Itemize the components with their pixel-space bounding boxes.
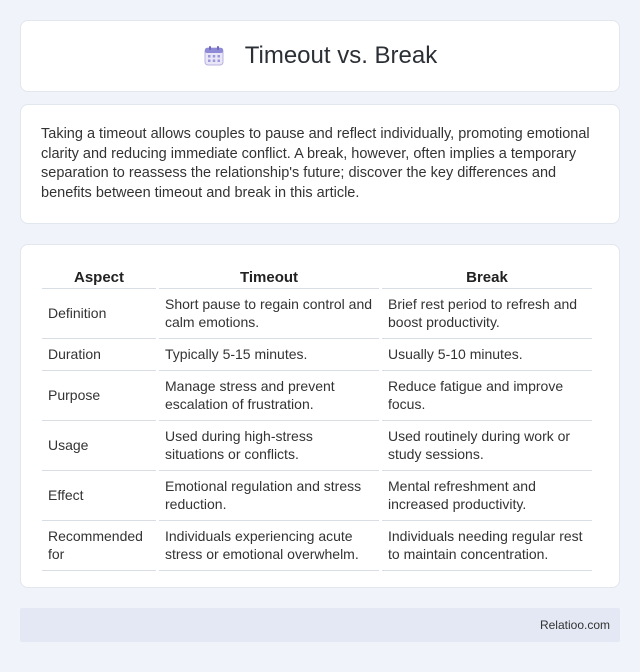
table-row [42,339,592,371]
cell-break: Brief rest period to refresh and boost productivity. [382,289,592,339]
cell-break: Used routinely during work or study sessions. [382,421,592,471]
table-row [42,289,592,339]
cell-break: Individuals needing regular rest to maintain concentration. [382,521,592,571]
cell-timeout: Typically 5-15 minutes. [159,339,379,371]
header-aspect: Aspect [42,265,156,289]
table-header-row [42,265,592,289]
intro-text: Taking a timeout allows couples to pause and reflect individually, promoting emotional clarity and reducing immediate conflict. A break, however, often implies a temporary separation to reassess the relationship's future; discover the key differences and benefits between timeout and break in this article. [41,126,590,201]
table-row [42,421,592,471]
comparison-table-card [20,244,620,588]
cell-aspect: Purpose [42,371,156,421]
cell-break: Usually 5-10 minutes. [382,339,592,371]
cell-timeout: Short pause to regain control and calm emotions. [159,289,379,339]
header-break: Break [382,265,592,289]
comparison-table [39,265,595,571]
cell-timeout: Individuals experiencing acute stress or emotional overwhelm. [159,521,379,571]
cell-timeout: Used during high-stress situations or conflicts. [159,421,379,471]
footer-brand: Relatioo.com [539,618,610,632]
cell-timeout: Emotional regulation and stress reduction. [159,471,379,521]
table-row [42,521,592,571]
footer [20,608,620,642]
calendar-icon [203,45,225,67]
cell-aspect: Effect [42,471,156,521]
cell-timeout: Manage stress and prevent escalation of frustration. [159,371,379,421]
header-timeout: Timeout [159,265,379,289]
cell-break: Mental refreshment and increased productivity. [382,471,592,521]
page-title: Timeout vs. Break [244,42,438,69]
cell-aspect: Duration [42,339,156,371]
cell-aspect: Definition [42,289,156,339]
table-row [42,371,592,421]
table-row [42,471,592,521]
title-card [20,20,620,92]
cell-break: Reduce fatigue and improve focus. [382,371,592,421]
intro-card [20,104,620,224]
cell-aspect: Recommended for [42,521,156,571]
cell-aspect: Usage [42,421,156,471]
